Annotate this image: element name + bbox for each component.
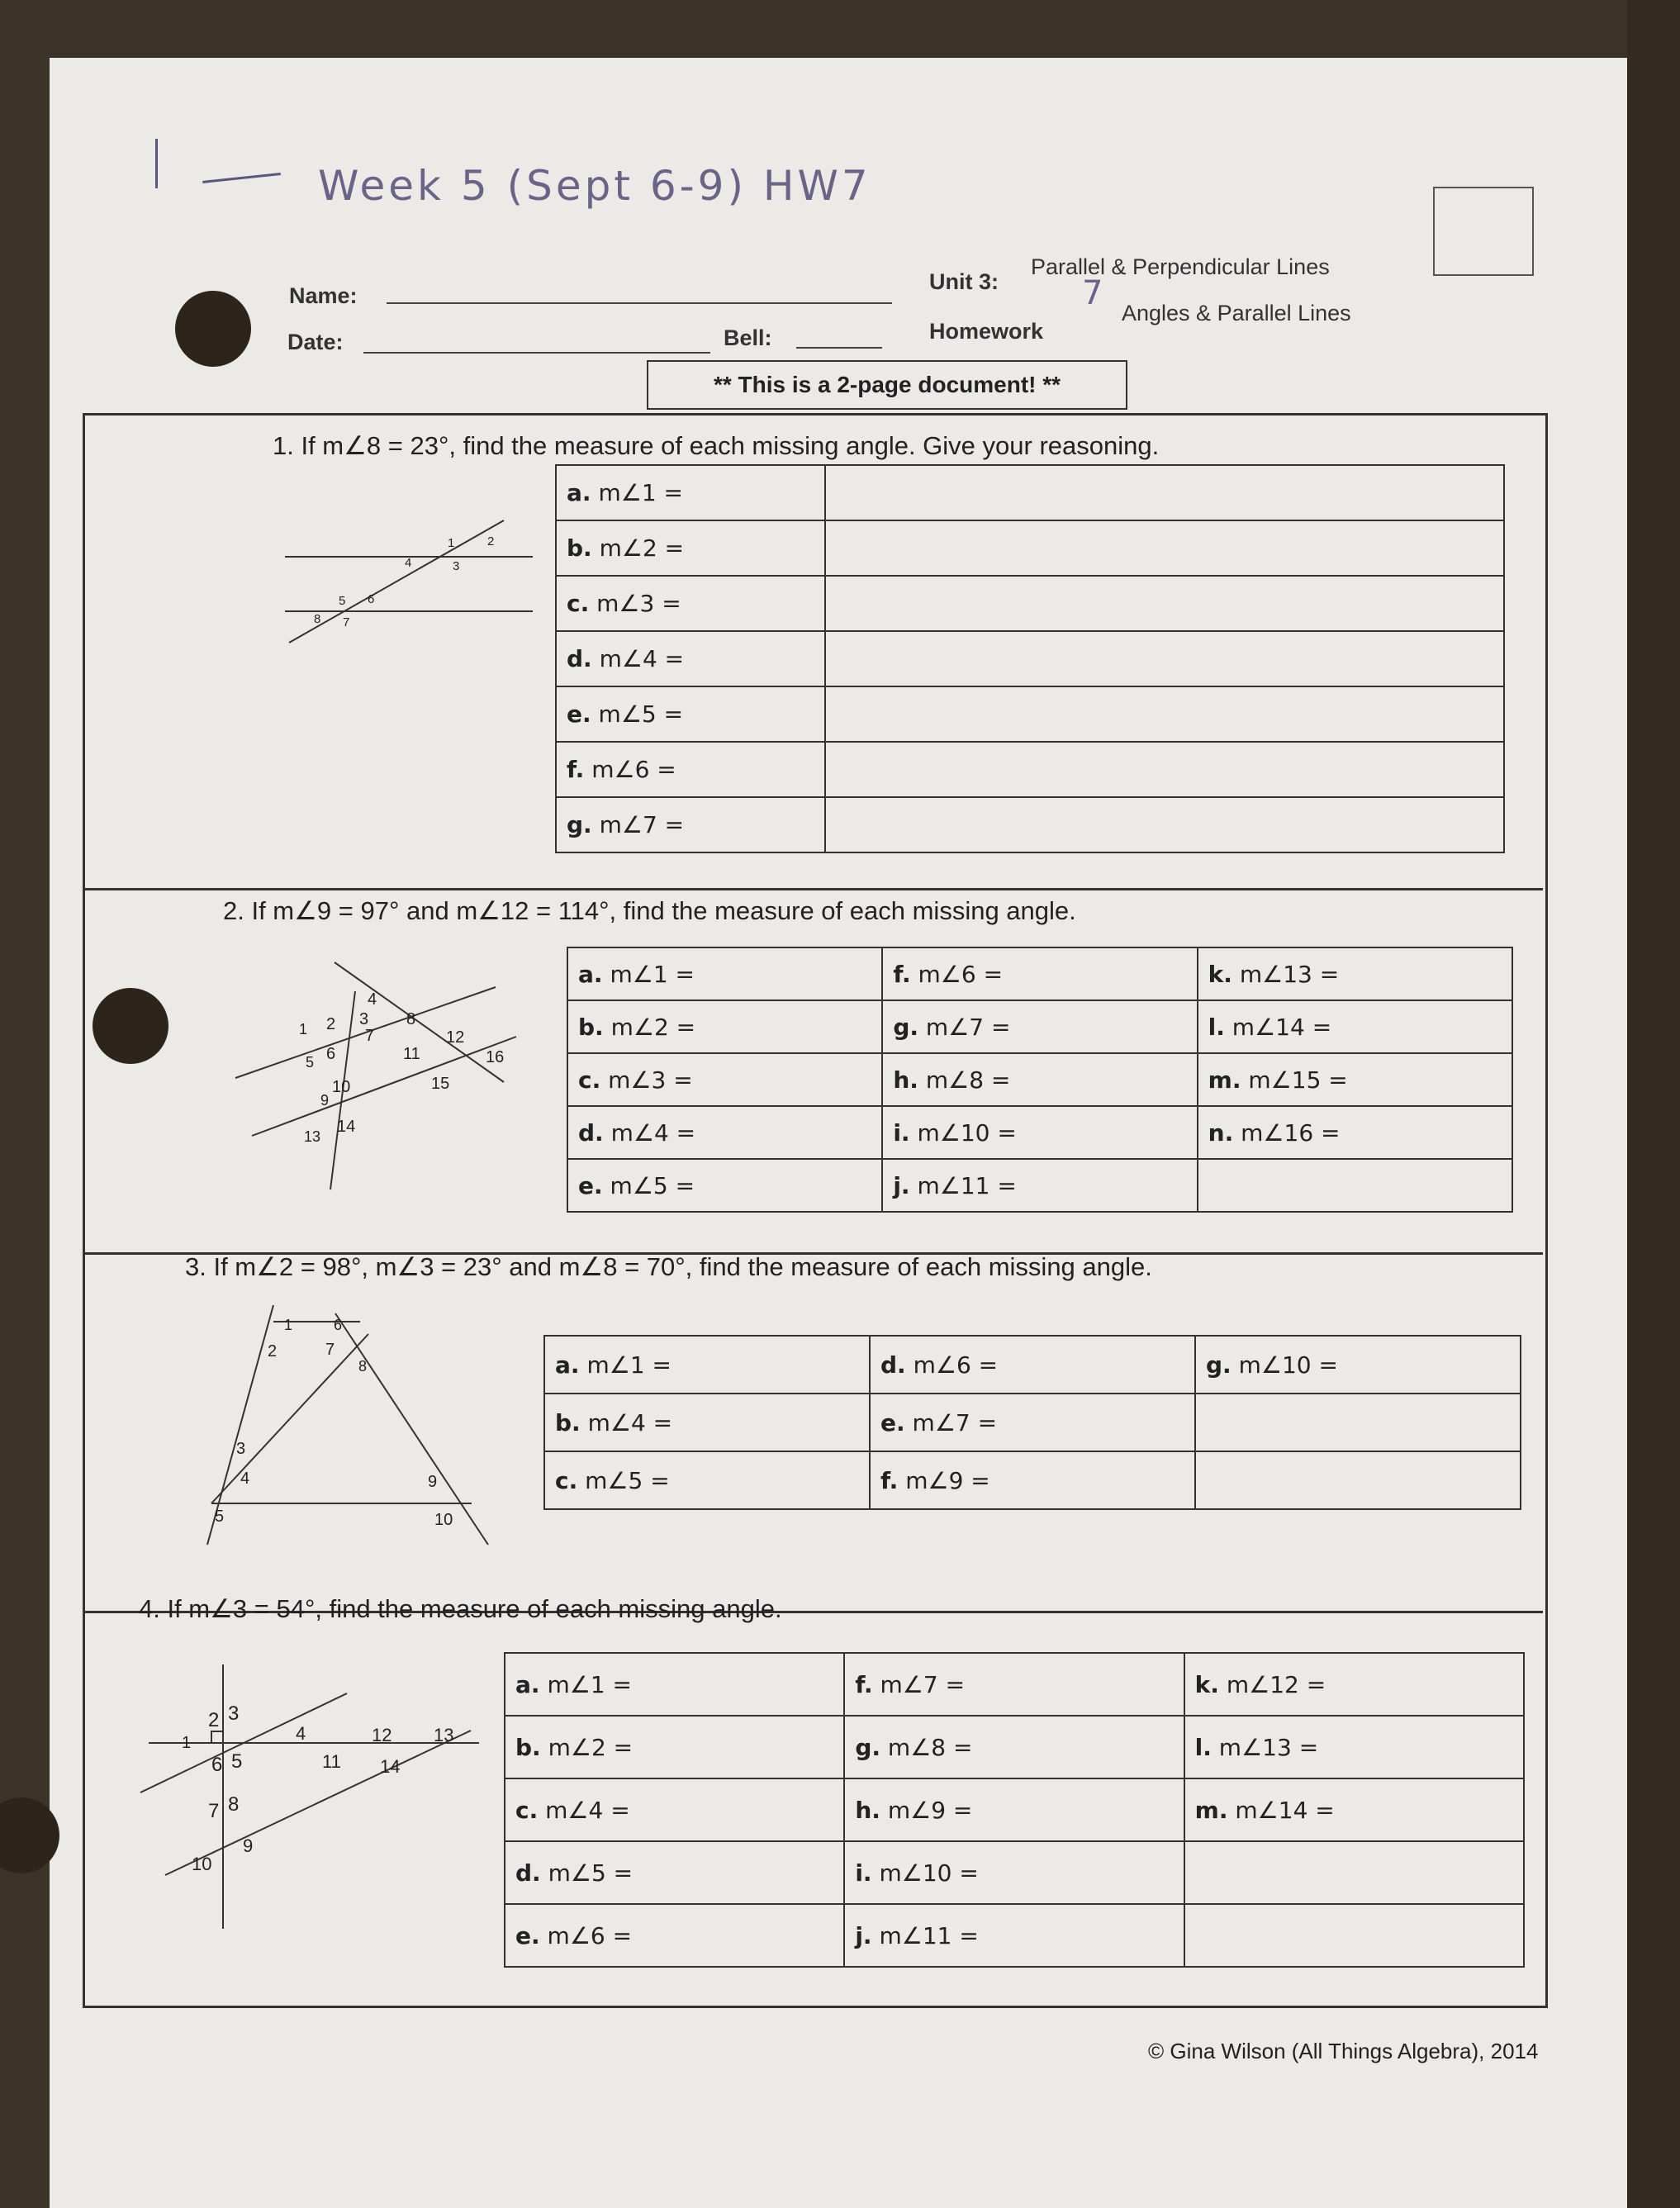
item-letter: a. [515,1670,540,1698]
q1-label-5: 5 [339,594,346,608]
angle-answer-cell[interactable] [567,1053,882,1106]
item-letter: b. [515,1733,541,1761]
item-letter: a. [567,479,591,506]
q2-label-4: 4 [368,990,377,1009]
q3-diagonal [211,1334,368,1503]
angle-answer-cell[interactable] [567,947,882,1000]
angle-expression: m∠5 = [585,1466,670,1494]
item-letter: e. [880,1408,905,1436]
table-row [505,1841,1524,1904]
q4-label-13: 13 [434,1725,454,1745]
q4-right-angle-mark [211,1731,223,1743]
q4-prompt: 4. If m∠3 = 54°, find the measure of each missing angle. [139,1594,782,1623]
table-row [567,1053,1512,1106]
divider-q1-q2 [83,888,1543,890]
q3-answer-table [543,1335,1521,1510]
q3-label-4: 4 [240,1470,250,1488]
q4-label-4: 4 [296,1723,306,1744]
angle-answer-cell[interactable] [844,1904,1184,1967]
empty-cell [1184,1904,1524,1967]
angle-prompt-cell [556,797,825,852]
item-letter: b. [578,1013,604,1041]
q4-label-5: 5 [231,1750,243,1773]
angle-answer-cell[interactable] [870,1336,1195,1394]
item-letter: a. [555,1351,580,1379]
reasoning-answer-cell[interactable] [825,797,1504,852]
angle-answer-cell[interactable] [844,1653,1184,1716]
angle-answer-cell[interactable] [844,1778,1184,1841]
q4-label-10: 10 [192,1854,212,1874]
q1-label-3: 3 [453,559,460,573]
item-letter: e. [567,700,591,728]
angle-expression: m∠4 = [599,645,685,672]
item-letter: k. [1194,1670,1219,1698]
q2-answer-table [567,947,1513,1213]
handwritten-margin-mark [155,139,158,188]
item-letter: c. [555,1466,578,1494]
q3-label-10: 10 [434,1511,453,1529]
angle-expression: m∠5 = [598,700,684,728]
angle-expression: m∠4 = [587,1408,673,1436]
table-background-strip [1627,0,1680,2208]
table-row [544,1336,1521,1394]
punch-hole-top [175,291,251,367]
angle-expression: m∠6 = [918,960,1004,988]
table-row [556,631,1504,686]
angle-expression: m∠7 = [880,1670,966,1698]
angle-prompt-cell [556,686,825,742]
angle-expression: m∠1 = [547,1670,632,1698]
q4-label-7: 7 [208,1800,220,1822]
q2-label-13: 13 [304,1128,321,1145]
angle-expression: m∠10 = [1238,1351,1338,1379]
table-row [556,465,1504,520]
q3-label-2: 2 [268,1342,278,1360]
angle-expression: m∠8 = [925,1066,1011,1094]
q3-label-1: 1 [284,1317,293,1333]
angle-expression: m∠2 = [610,1013,696,1041]
q4-label-9: 9 [243,1835,254,1856]
handwritten-title: Week 5 (Sept 6-9) HW7 [318,162,871,210]
q3-label-5: 5 [215,1508,225,1526]
angle-expression: m∠7 = [925,1013,1011,1041]
angle-expression: m∠4 = [545,1796,630,1824]
angle-expression: m∠13 = [1239,960,1340,988]
angle-answer-cell[interactable] [505,1904,844,1967]
item-letter: d. [567,645,592,672]
angle-expression: m∠7 = [912,1408,998,1436]
table-row [567,1106,1512,1159]
empty-cell [1195,1394,1521,1451]
table-row [556,742,1504,797]
table-row [556,576,1504,631]
reasoning-answer-cell[interactable] [825,686,1504,742]
date-field[interactable] [363,352,710,354]
copyright-footer: © Gina Wilson (All Things Algebra), 2014 [1148,2039,1539,2063]
item-letter: f. [855,1670,873,1698]
q2-label-5: 5 [306,1054,315,1071]
item-letter: a. [578,960,603,988]
q2-figure [223,958,529,1198]
reasoning-answer-cell[interactable] [825,576,1504,631]
angle-expression: m∠9 = [905,1466,990,1494]
q4-label-2: 2 [208,1709,220,1731]
table-row [505,1778,1524,1841]
q3-label-9: 9 [428,1473,438,1491]
angle-expression: m∠9 = [887,1796,973,1824]
angle-answer-cell[interactable] [567,1159,882,1212]
item-letter: d. [880,1351,906,1379]
q4-label-14: 14 [380,1756,401,1777]
angle-expression: m∠5 = [610,1171,695,1199]
angle-answer-cell[interactable] [882,1000,1197,1053]
q4-label-12: 12 [372,1725,392,1745]
reasoning-answer-cell[interactable] [825,465,1504,520]
two-page-banner: ** This is a 2-page document! ** [647,360,1127,410]
reasoning-answer-cell[interactable] [825,631,1504,686]
angle-expression: m∠11 = [917,1171,1017,1199]
angle-answer-cell[interactable] [567,1106,882,1159]
angle-prompt-cell [556,520,825,576]
angle-expression: m∠2 = [599,534,685,562]
q1-label-8: 8 [314,612,321,626]
q3-label-6: 6 [334,1317,343,1333]
q4-figure [132,1660,496,1941]
angle-expression: m∠12 = [1226,1670,1326,1698]
angle-expression: m∠3 = [608,1066,693,1094]
reasoning-answer-cell[interactable] [825,742,1504,797]
item-letter: i. [855,1859,872,1887]
item-letter: f. [880,1466,899,1494]
q2-label-15: 15 [431,1075,450,1093]
angle-answer-cell[interactable] [544,1451,870,1509]
name-label: Name: [289,283,358,308]
q3-label-8: 8 [358,1358,368,1375]
q2-label-16: 16 [486,1048,505,1066]
empty-cell [1198,1159,1512,1212]
angle-expression: m∠10 = [917,1118,1017,1147]
angle-expression: m∠1 = [610,960,695,988]
item-letter: g. [893,1013,919,1041]
angle-expression: m∠1 = [586,1351,672,1379]
item-letter: c. [567,590,590,617]
angle-prompt-cell [556,576,825,631]
q1-label-2: 2 [487,534,495,548]
item-letter: h. [855,1796,880,1824]
q4-label-11: 11 [322,1751,341,1772]
angle-answer-cell[interactable] [544,1336,870,1394]
angle-answer-cell[interactable] [505,1778,844,1841]
table-row [544,1394,1521,1451]
angle-answer-cell[interactable] [505,1841,844,1904]
q4-label-1: 1 [182,1734,192,1752]
angle-answer-cell[interactable] [870,1394,1195,1451]
item-letter: k. [1208,960,1232,988]
angle-answer-cell[interactable] [870,1451,1195,1509]
q3-side-right [335,1313,488,1545]
angle-expression: m∠6 = [547,1921,633,1949]
angle-answer-cell[interactable] [1198,1106,1512,1159]
item-letter: d. [578,1118,604,1147]
item-letter: e. [515,1921,540,1949]
item-letter: j. [893,1171,910,1199]
angle-answer-cell[interactable] [505,1716,844,1778]
angle-expression: m∠16 = [1241,1118,1341,1147]
item-letter: h. [893,1066,918,1094]
angle-expression: m∠6 = [591,756,676,783]
table-row [567,947,1512,1000]
q4-answer-table [504,1652,1525,1968]
q2-label-12: 12 [446,1028,465,1047]
table-row [556,797,1504,852]
q3-label-7: 7 [325,1341,335,1359]
angle-answer-cell[interactable] [882,1106,1197,1159]
q2-label-6: 6 [326,1045,336,1063]
q1-label-1: 1 [448,536,455,550]
table-row [505,1904,1524,1967]
q2-label-7: 7 [365,1027,375,1045]
angle-expression: m∠1 = [598,479,683,506]
item-letter: n. [1208,1118,1234,1147]
angle-answer-cell[interactable] [1198,1053,1512,1106]
angle-answer-cell[interactable] [882,947,1197,1000]
q1-label-4: 4 [405,556,412,570]
unit-title: Parallel & Perpendicular Lines [1031,254,1330,279]
name-field[interactable] [387,302,892,304]
q1-label-7: 7 [343,615,350,629]
q1-label-6: 6 [368,592,375,606]
angle-expression: m∠13 = [1218,1733,1319,1761]
q4-label-3: 3 [228,1702,240,1725]
q2-prompt: 2. If m∠9 = 97° and m∠12 = 114°, find the measure of each missing angle. [223,896,1076,925]
item-letter: l. [1194,1733,1212,1761]
q3-figure [187,1297,509,1553]
item-letter: m. [1194,1796,1228,1824]
item-letter: m. [1208,1066,1241,1094]
angle-expression: m∠3 = [596,590,681,617]
table-row [556,686,1504,742]
bell-field[interactable] [796,347,882,349]
item-letter: d. [515,1859,541,1887]
q4-label-6: 6 [211,1754,223,1776]
item-letter: b. [555,1408,581,1436]
angle-expression: m∠2 = [548,1733,634,1761]
angle-answer-cell[interactable] [882,1159,1197,1212]
angle-expression: m∠10 = [879,1859,979,1887]
empty-cell [1184,1841,1524,1904]
homework-label: Homework [929,319,1044,344]
item-letter: l. [1208,1013,1225,1041]
q4-label-8: 8 [228,1793,240,1816]
angle-prompt-cell [556,631,825,686]
q1-answer-table [555,464,1505,853]
item-letter: j. [855,1921,872,1949]
angle-expression: m∠4 = [610,1118,696,1147]
q3-prompt: 3. If m∠2 = 98°, m∠3 = 23° and m∠8 = 70°, find the measure of each missing angle. [185,1252,1152,1281]
q1-figure [273,512,545,653]
q1-prompt: 1. If m∠8 = 23°, find the measure of each missing angle. Give your reasoning. [273,431,1160,460]
q2-label-14: 14 [337,1118,356,1136]
q2-line-b [252,1037,516,1136]
angle-expression: m∠11 = [879,1921,979,1949]
q2-label-8: 8 [406,1010,416,1028]
table-row [556,520,1504,576]
bell-label: Bell: [724,325,772,350]
table-row [544,1451,1521,1509]
angle-answer-cell[interactable] [1184,1653,1524,1716]
item-letter: f. [893,960,911,988]
angle-expression: m∠5 = [548,1859,634,1887]
angle-expression: m∠14 = [1235,1796,1335,1824]
q2-label-9: 9 [320,1092,330,1109]
item-letter: i. [893,1118,910,1147]
table-row [505,1653,1524,1716]
angle-answer-cell[interactable] [844,1841,1184,1904]
angle-answer-cell[interactable] [1184,1716,1524,1778]
angle-answer-cell[interactable] [882,1053,1197,1106]
empty-cell [1195,1451,1521,1509]
angle-answer-cell[interactable] [567,1000,882,1053]
angle-answer-cell[interactable] [505,1653,844,1716]
angle-answer-cell[interactable] [1198,1000,1512,1053]
table-row [567,1159,1512,1212]
item-letter: g. [567,811,592,838]
angle-answer-cell[interactable] [1184,1778,1524,1841]
score-box[interactable] [1433,187,1534,276]
table-row [505,1716,1524,1778]
q2-label-10: 10 [332,1078,351,1096]
q2-label-2: 2 [326,1015,336,1033]
angle-answer-cell[interactable] [544,1394,870,1451]
angle-prompt-cell [556,465,825,520]
handwritten-homework-number: 7 [1082,274,1107,312]
q2-label-11: 11 [403,1045,420,1063]
angle-expression: m∠6 = [913,1351,999,1379]
q1-transversal [289,520,504,643]
angle-answer-cell[interactable] [844,1716,1184,1778]
date-label: Date: [287,330,344,354]
item-letter: c. [515,1796,539,1824]
angle-answer-cell[interactable] [1195,1336,1521,1394]
angle-expression: m∠7 = [599,811,685,838]
angle-prompt-cell [556,742,825,797]
table-row [567,1000,1512,1053]
item-letter: g. [1206,1351,1232,1379]
item-letter: e. [578,1171,603,1199]
item-letter: c. [578,1066,601,1094]
item-letter: b. [567,534,592,562]
q3-label-3: 3 [236,1440,246,1458]
item-letter: f. [567,756,585,783]
homework-title: Angles & Parallel Lines [1122,301,1351,325]
reasoning-answer-cell[interactable] [825,520,1504,576]
angle-answer-cell[interactable] [1198,947,1512,1000]
angle-expression: m∠15 = [1248,1066,1348,1094]
angle-expression: m∠14 = [1232,1013,1332,1041]
q2-label-1: 1 [299,1021,308,1038]
unit-label: Unit 3: [929,269,999,294]
item-letter: g. [855,1733,881,1761]
q2-label-3: 3 [359,1010,369,1028]
angle-expression: m∠8 = [887,1733,973,1761]
